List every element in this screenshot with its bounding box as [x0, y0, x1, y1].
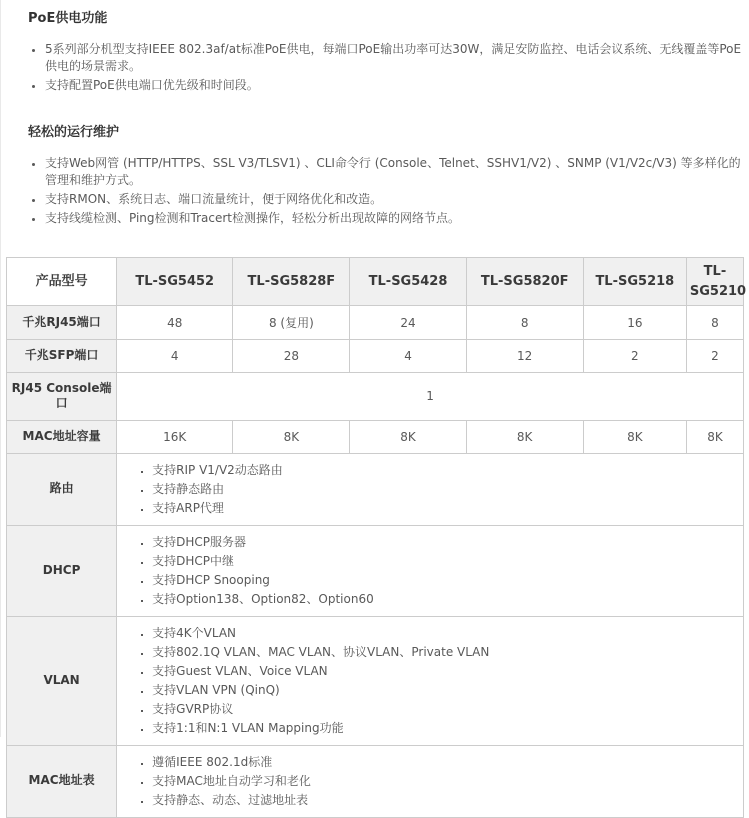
- product-spec-table: [6, 257, 747, 817]
- row-label-cell: VLAN: [7, 616, 117, 745]
- poe-bullet-list: [28, 41, 745, 94]
- feature-list: [123, 461, 733, 518]
- table-row: [7, 372, 744, 420]
- table-row: [7, 306, 744, 340]
- spec-value-cell: 8K: [233, 421, 350, 454]
- feature-item: ▪ 支持GVRP协议: [152, 700, 733, 719]
- feature-list-cell: [117, 616, 744, 745]
- feature-item: ▪ 支持DHCP Snooping: [152, 571, 733, 590]
- table-row: [7, 616, 744, 745]
- feature-item: ▪ 支持Option138、Option82、Option60: [152, 590, 733, 609]
- spec-value-cell: 28: [233, 340, 350, 373]
- row-label-cell: 千兆RJ45端口: [7, 306, 117, 340]
- feature-list: [123, 533, 733, 609]
- spec-value-cell: 12: [466, 340, 583, 373]
- feature-list: [123, 624, 733, 738]
- feature-item: ▪ 支持VLAN VPN (QinQ): [152, 681, 733, 700]
- model-header-cell: TL-SG5218: [583, 258, 686, 306]
- spec-value-cell: 4: [117, 340, 233, 373]
- feature-item: ▪ 支持静态、动态、过滤地址表: [152, 791, 733, 810]
- bullet-item: • 支持配置PoE供电端口优先级和时间段。: [45, 77, 745, 94]
- table-row: [7, 453, 744, 525]
- spec-value-cell: 16: [583, 306, 686, 340]
- feature-item: ▪ 支持DHCP中继: [152, 552, 733, 571]
- feature-item: ▪ 支持RIP V1/V2动态路由: [152, 461, 733, 480]
- spec-value-cell: 8 (复用): [233, 306, 350, 340]
- row-label-cell: MAC地址表: [7, 745, 117, 817]
- model-header-cell: TL-SG5820F: [466, 258, 583, 306]
- section-title-poe: PoE供电功能: [28, 11, 108, 26]
- feature-item: ▪ 支持4K个VLAN: [152, 624, 733, 643]
- spec-value-cell: 8K: [466, 421, 583, 454]
- model-header-cell: TL-SG5828F: [233, 258, 350, 306]
- table-row: [7, 745, 744, 817]
- feature-item: ▪ 遵循IEEE 802.1d标准: [152, 753, 733, 772]
- bullet-item: • 支持Web网管 (HTTP/HTTPS、SSL V3/TLSV1) 、CLI命令行 (Console、Telnet、SSHV1/V2) 、SNMP (V1/V2c/V3) 等多样化的管理和维护方式。: [45, 155, 745, 189]
- feature-item: ▪ 支持802.1Q VLAN、MAC VLAN、协议VLAN、Private VLAN: [152, 643, 733, 662]
- row-label-cell: DHCP: [7, 525, 117, 616]
- bullet-item: • 支持线缆检测、Ping检测和Tracert检测操作，轻松分析出现故障的网络节点。: [45, 210, 745, 227]
- table-row: [7, 525, 744, 616]
- table-row: [7, 340, 744, 373]
- row-label-cell: MAC地址容量: [7, 421, 117, 454]
- feature-item: ▪ 支持Guest VLAN、Voice VLAN: [152, 662, 733, 681]
- feature-list-cell: [117, 453, 744, 525]
- table-row: [7, 421, 744, 454]
- row-label-cell: 路由: [7, 453, 117, 525]
- feature-list-cell: [117, 525, 744, 616]
- spec-value-cell: 2: [686, 340, 743, 373]
- spec-value-cell: 4: [350, 340, 466, 373]
- spec-value-cell: 24: [350, 306, 466, 340]
- feature-item: ▪ 支持DHCP服务器: [152, 533, 733, 552]
- row-label-cell: RJ45 Console端口: [7, 372, 117, 420]
- feature-list-cell: [117, 745, 744, 817]
- feature-item: ▪ 支持ARP代理: [152, 499, 733, 518]
- feature-item: ▪ 支持MAC地址自动学习和老化: [152, 772, 733, 791]
- spec-value-cell: 8: [686, 306, 743, 340]
- bullet-item: • 支持RMON、系统日志、端口流量统计，便于网络优化和改造。: [45, 191, 745, 208]
- row-label-cell: 千兆SFP端口: [7, 340, 117, 373]
- spec-value-cell: 8: [466, 306, 583, 340]
- feature-list: [123, 753, 733, 810]
- spec-value-cell: 48: [117, 306, 233, 340]
- section-poe: [5, 10, 745, 94]
- model-header-cell: TL-SG5428: [350, 258, 466, 306]
- spec-value-cell: 8K: [686, 421, 743, 454]
- spec-merged-value-cell: 1: [117, 372, 744, 420]
- maintenance-bullet-list: [28, 155, 745, 227]
- spec-value-cell: 2: [583, 340, 686, 373]
- spec-value-cell: 8K: [350, 421, 466, 454]
- bullet-item: • 5系列部分机型支持IEEE 802.3af/at标准PoE供电，每端口PoE输出功率可达30W，满足安防监控、电话会议系统、无线覆盖等PoE供电的场景需求。: [45, 41, 745, 75]
- section-maintenance: [5, 124, 745, 227]
- model-header-cell: TL-SG5452: [117, 258, 233, 306]
- spec-value-cell: 16K: [117, 421, 233, 454]
- corner-header-cell: 产品型号: [7, 258, 117, 306]
- spec-value-cell: 8K: [583, 421, 686, 454]
- feature-item: ▪ 支持静态路由: [152, 480, 733, 499]
- feature-item: ▪ 支持1:1和N:1 VLAN Mapping功能: [152, 719, 733, 738]
- section-title-maintenance: 轻松的运行维护: [28, 125, 120, 141]
- table-header-row: [7, 258, 744, 306]
- model-header-cell: TL-SG5210: [686, 258, 743, 306]
